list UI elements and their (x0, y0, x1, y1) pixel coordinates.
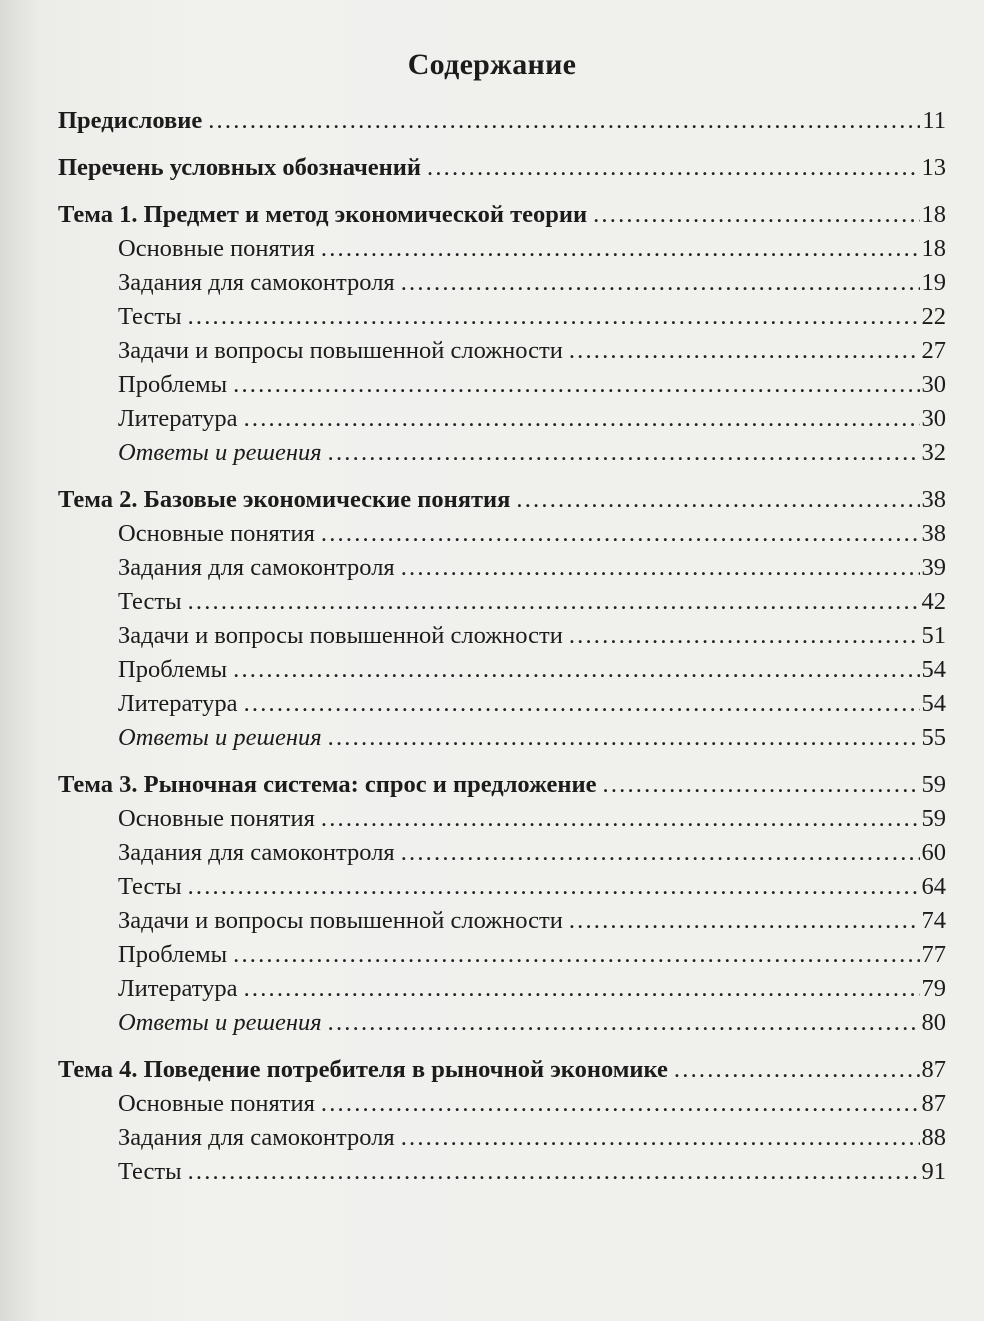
toc-subentry (58, 873, 946, 907)
toc-page-number: 38 (921, 486, 946, 513)
toc-label: Ответы и решения (118, 1009, 322, 1036)
toc-subentry (58, 622, 946, 656)
toc-page-number: 91 (921, 1158, 946, 1185)
leader-dots (569, 337, 920, 365)
toc-label: Тема 2. Базовые экономические понятия (58, 486, 511, 513)
leader-dots (427, 154, 919, 182)
toc-label: Основные понятия (118, 520, 315, 547)
toc-subentry (58, 303, 946, 337)
toc-page-number: 30 (921, 405, 946, 432)
toc-entry-preface (58, 107, 946, 141)
toc-page-number: 32 (921, 439, 946, 466)
toc-page-number: 59 (921, 805, 946, 832)
leader-dots (401, 554, 920, 582)
toc-page-number: 18 (921, 201, 946, 228)
leader-dots (244, 405, 920, 433)
toc-subentry (58, 554, 946, 588)
toc-label: Литература (118, 690, 238, 717)
toc-page-number: 18 (921, 235, 946, 262)
toc-subentry (58, 371, 946, 405)
leader-dots (321, 520, 920, 548)
toc-subentry (58, 975, 946, 1009)
leader-dots (401, 1124, 920, 1152)
toc-page-number: 39 (921, 554, 946, 581)
toc-label: Тесты (118, 1158, 182, 1185)
toc-label: Задания для самоконтроля (118, 554, 395, 581)
toc-page-number: 19 (921, 269, 946, 296)
toc-label: Тема 4. Поведение потребителя в рыночной экономике (58, 1056, 668, 1083)
toc-subentry (58, 235, 946, 269)
toc-label: Тесты (118, 873, 182, 900)
toc-subentry (58, 1124, 946, 1158)
toc-subentry (58, 269, 946, 303)
toc-page-number: 54 (921, 656, 946, 683)
toc-page-number: 80 (921, 1009, 946, 1036)
toc-label: Задания для самоконтроля (118, 1124, 395, 1151)
toc-page-number: 13 (921, 154, 946, 181)
leader-dots (593, 201, 919, 229)
toc-subentry (58, 405, 946, 439)
toc-subentry (58, 724, 946, 758)
toc-chapter-1 (58, 201, 946, 235)
leader-dots (244, 690, 920, 718)
leader-dots (233, 656, 919, 684)
toc-subentry (58, 588, 946, 622)
toc-page-number: 87 (921, 1056, 946, 1083)
toc-label: Задачи и вопросы повышенной сложности (118, 907, 563, 934)
toc-label: Литература (118, 975, 238, 1002)
leader-dots (603, 771, 920, 799)
toc-page-number: 27 (921, 337, 946, 364)
toc-page-number: 59 (921, 771, 946, 798)
toc-subentry (58, 337, 946, 371)
toc-subentry (58, 1158, 946, 1192)
toc-label: Предисловие (58, 107, 203, 134)
table-of-contents (58, 107, 946, 1192)
toc-chapter-3 (58, 771, 946, 805)
toc-page-number: 42 (921, 588, 946, 615)
leader-dots (233, 371, 919, 399)
toc-label: Задачи и вопросы повышенной сложности (118, 337, 563, 364)
toc-label: Литература (118, 405, 238, 432)
leader-dots (328, 724, 920, 752)
leader-dots (674, 1056, 920, 1084)
leader-dots (569, 907, 920, 935)
leader-dots (321, 805, 920, 833)
leader-dots (401, 839, 920, 867)
toc-page-number: 55 (921, 724, 946, 751)
leader-dots (188, 873, 920, 901)
leader-dots (244, 975, 920, 1003)
toc-label: Ответы и решения (118, 439, 322, 466)
toc-subentry (58, 1009, 946, 1043)
leader-dots (401, 269, 920, 297)
toc-subentry (58, 520, 946, 554)
leader-dots (188, 1158, 920, 1186)
toc-label: Проблемы (118, 941, 228, 968)
leader-dots (208, 107, 920, 135)
toc-page-number: 11 (922, 107, 946, 134)
toc-label: Перечень условных обозначений (58, 154, 422, 181)
leader-dots (188, 588, 920, 616)
leader-dots (328, 439, 920, 467)
toc-page-number: 87 (921, 1090, 946, 1117)
toc-label: Задачи и вопросы повышенной сложности (118, 622, 563, 649)
toc-page-number: 64 (921, 873, 946, 900)
toc-subentry (58, 439, 946, 473)
toc-subentry (58, 805, 946, 839)
toc-subentry (58, 1090, 946, 1124)
toc-subentry (58, 907, 946, 941)
toc-page-number: 74 (921, 907, 946, 934)
toc-chapter-2 (58, 486, 946, 520)
leader-dots (321, 235, 920, 263)
leader-dots (233, 941, 919, 969)
toc-label: Тесты (118, 588, 182, 615)
toc-page-number: 79 (921, 975, 946, 1002)
leader-dots (188, 303, 920, 331)
leader-dots (321, 1090, 920, 1118)
toc-label: Тесты (118, 303, 182, 330)
toc-label: Основные понятия (118, 1090, 315, 1117)
toc-subentry (58, 656, 946, 690)
toc-page-number: 77 (921, 941, 946, 968)
toc-label: Задания для самоконтроля (118, 839, 395, 866)
toc-label: Основные понятия (118, 805, 315, 832)
leader-dots (328, 1009, 920, 1037)
toc-page-number: 54 (921, 690, 946, 717)
toc-label: Проблемы (118, 656, 228, 683)
toc-label: Проблемы (118, 371, 228, 398)
toc-subentry (58, 690, 946, 724)
toc-subentry (58, 839, 946, 873)
leader-dots (516, 486, 919, 514)
toc-chapter-4 (58, 1056, 946, 1090)
toc-entry-symbols (58, 154, 946, 188)
toc-page-number: 30 (921, 371, 946, 398)
toc-page-number: 51 (921, 622, 946, 649)
toc-label: Основные понятия (118, 235, 315, 262)
toc-page-number: 38 (921, 520, 946, 547)
toc-subentry (58, 941, 946, 975)
toc-label: Тема 3. Рыночная система: спрос и предложение (58, 771, 597, 798)
toc-label: Задания для самоконтроля (118, 269, 395, 296)
toc-page-number: 88 (921, 1124, 946, 1151)
page-title: Содержание (407, 48, 577, 81)
toc-page-number: 22 (921, 303, 946, 330)
toc-label: Ответы и решения (118, 724, 322, 751)
leader-dots (569, 622, 920, 650)
toc-label: Тема 1. Предмет и метод экономической теории (58, 201, 588, 228)
toc-page-number: 60 (921, 839, 946, 866)
